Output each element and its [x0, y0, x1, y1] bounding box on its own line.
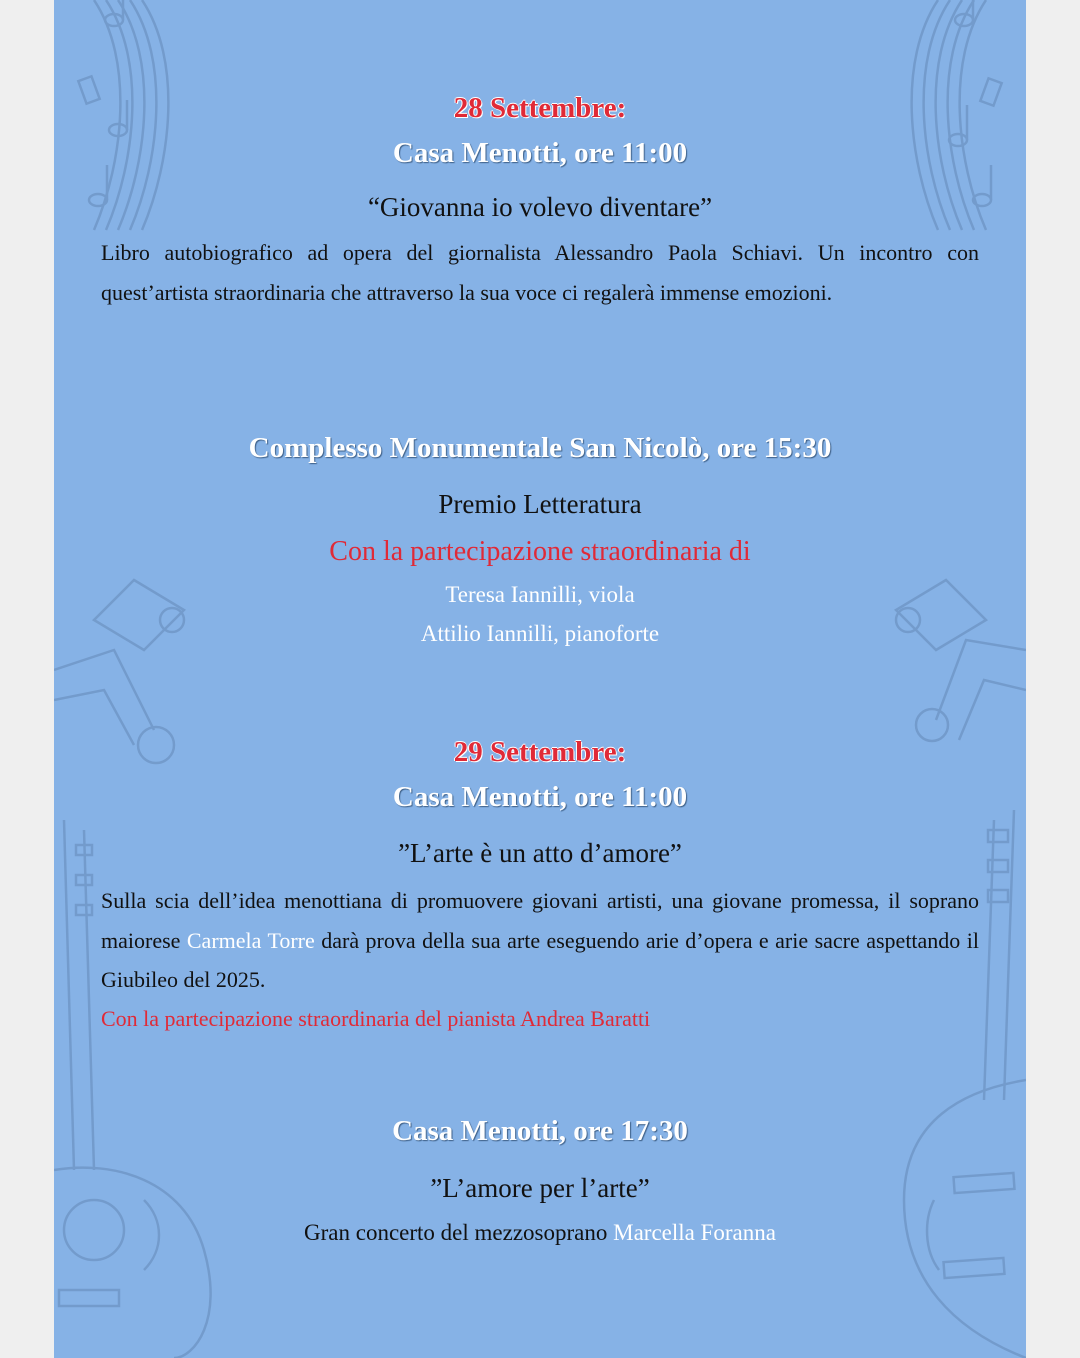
event-title: ”L’arte è un atto d’amore” — [398, 838, 682, 868]
guest-performer: Teresa Iannilli, viola — [445, 582, 635, 607]
date-heading: 29 Settembre: — [453, 736, 627, 768]
artist-name: Carmela Torre — [186, 927, 315, 953]
venue-heading: Casa Menotti, ore 17:30 — [392, 1115, 688, 1147]
venue-heading: Casa Menotti, ore 11:00 — [392, 781, 688, 813]
participation-note: Con la partecipazione straordinaria di — [329, 536, 751, 567]
guest-performer: Attilio Iannilli, pianoforte — [420, 621, 660, 646]
description-text: Sulla scia dell’idea menottiana di promuovere giovani artisti, una giovane promessa, il soprano maiorese — [101, 888, 979, 953]
participation-note: Con la partecipazione straordinaria del pianista Andrea Baratti — [101, 1006, 651, 1031]
description-text: darà prova della sua arte eseguendo arie d’opera e arie sacre aspettando il Giubileo del 2025. — [101, 927, 979, 992]
program-page — [54, 0, 1026, 1358]
description-text: Gran concerto del mezzosoprano — [304, 1220, 614, 1245]
event-description — [101, 881, 979, 1000]
event-title: Premio Letteratura — [438, 489, 642, 519]
venue-heading: Complesso Monumentale San Nicolò, ore 15:30 — [248, 432, 832, 464]
event-description — [101, 1220, 979, 1246]
event-description: Libro autobiografico ad opera del giornalista Alessandro Paola Schiavi. Un incontro con quest’artista straordinaria che attraverso la sua voce ci regalerà immense emozioni. — [101, 240, 979, 305]
event-title: “Giovanna io volevo diventare” — [367, 192, 713, 222]
venue-heading: Casa Menotti, ore 11:00 — [392, 137, 688, 169]
date-heading: 28 Settembre: — [453, 92, 627, 124]
event-title: ”L’amore per l’arte” — [430, 1173, 650, 1203]
program-content — [54, 0, 1026, 1358]
artist-name: Marcella Foranna — [613, 1220, 776, 1245]
